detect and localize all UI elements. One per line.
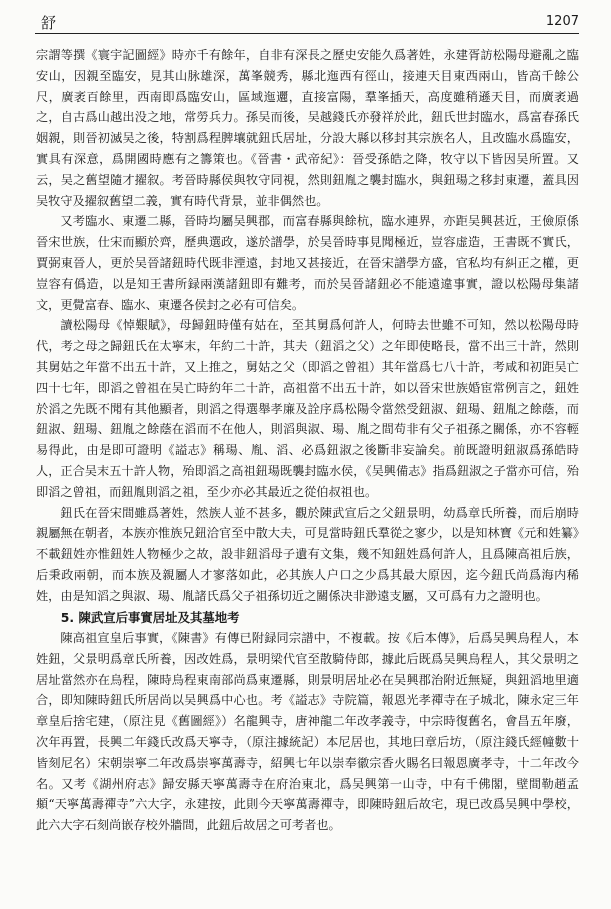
- running-title: 舒: [41, 14, 57, 32]
- paragraph: 讀松陽母《悼艱賦》，母歸鈕時僅有姑在，至其舅爲何許人，何時去世雖不可知，然以松陽母時代，考之母之歸鈕氏在太寧末，年約二十許，其夫（鈕滔之父）之年即使略長，當不出三十許，然則其舅姑之年當不出五十許，又上推之，舅姑之父（即滔之曾祖）其年當爲七八十許，考咸和初距吴亡四十七年，即滔之曾祖在吴亡時約年二十許，高祖當不出五十許，如以晉宋世族婚宦常例言之，鈕姓於滔之先既不聞有其他顯者，則滔之得選舉孝廉及詮序爲松陽令當然受鈕淑、鈕瑒、鈕胤之餘蔭，而鈕淑、鈕瑒、鈕胤之餘蔭在滔而不在他人，則滔與淑、瑒、胤之間苟非有父子祖孫之關係，亦不容輕易得此，由是即可證明《謚志》稱瑒、胤、滔、必爲鈕淑之後斷非妄論矣。前既證明鈕淑爲孫皓時人，正合吴末五十許人物，殆即滔之高祖鈕瑒既襲封臨水侯，《吴興備志》指爲鈕淑之子當亦可信，殆即滔之曾祖，而鈕胤則滔之祖，至少亦必其最近之從伯叔祖也。: [36, 318, 579, 499]
- paragraph: 鈕氏在晉宋間雖爲著姓，然族人並不甚多，觀於陳武宣后之父鈕景明，幼爲章氏所養，而后崩時親屬無在朝者，本族亦惟族兄鈕洽官至中散大夫，可見當時鈕氏羣從之寥少，以是知林寶《元和姓纂》不載鈕姓亦惟鈕姓人物極少之故，設非鈕滔母子遺有文集，幾不知鈕姓爲何許人，且爲陳高祖后族，后秉政兩朝，而本族及親屬人才寥落如此，必其族人户口之少爲其最大原因，迄今鈕氏尚爲海内稀姓，由是知滔之與淑、瑒、胤諸氏爲父子祖孫切近之關係决非渺遠支屬，又可爲有力之證明也。: [36, 505, 579, 603]
- page-number: 1207: [545, 14, 579, 29]
- page-header: [35, 8, 579, 34]
- paragraph: 又考臨水、東遷二縣，晉時均屬吴興郡，而富春縣與餘杭，臨水連界，亦距吴興甚近，王儉原係晉宋世族，仕宋而顯於齊，歷典選政，遂於譜學，於吴晉時事見聞極近，豈容虚造，王書既不實氏，賈弼東晉人，更於吴晉諸鈕時代既非湮遠，封地又甚接近，在晉宋譜學方盛，官私均有糾正之權，更豈容有僞造，以是知王書所録兩漢諸鈕即有難考，而於吴晉諸鈕必不能遠違事實，證以松陽母集諸文，更覺富春、臨水、東遷各侯封之必有可信矣。: [36, 214, 579, 312]
- header-rule: [35, 33, 579, 34]
- document-body: [36, 45, 579, 836]
- section-heading: 5. 陳武宣后事實居址及其墓地考: [60, 609, 240, 625]
- paragraph: 宗謂等撰《寰宇記圖經》時亦千有餘年，自非有深長之歷史安能久爲著姓，永建胥訪松陽母避亂之臨安山，因親至臨安，見其山脉雄深，萬峯競秀，縣北迤西有徑山，接連天目東西兩山，皆高千餘公尺，廣袤百餘里，西南即爲臨安山，區域迤邐，直接富陽，羣峯插天，高度雖稍遜天目，而廣袤過之，自古爲山越出没之地，常勞兵力。孫吴而後，吴越錢氏亦發祥於此，鈕氏世封臨水，爲富春孫氏姻親，則晉初滅吴之後，特割爲程脾壤就鈕氏居址，分設大縣以移封其宗族名人，且改臨水爲臨安，實具有深意，爲開國時應有之籌策也。《晉書・武帝紀》：晉受孫皓之降，牧守以下皆因吴所置。又云，吴之舊望隨才擢叙。考晉時縣侯與牧守同視，然則鈕胤之襲封臨水，與鈕瑒之移封東遷，蓋具因吴牧守及擢叙舊望二義，實有時代背景，並非偶然也。: [36, 48, 579, 208]
- paragraph: 陳高祖宣皇后事實，《陳書》有傳已附録同宗譜中，不複載。按《后本傳》，后爲吴興烏程人，本姓鈕，父景明爲章氏所養，因改姓爲，景明梁代官至散騎侍郎，據此后既爲吴興烏程人，其父景明之居址當然亦在烏程，陳時烏程東南部尚爲東遷縣，則景明居址必在吴興郡治附近無疑，與鈕滔地里適合，即知陳時鈕氏所居尚以吴興爲中心也。考《謚志》寺院篇，報恩光孝禪寺在子城北，陳永定三年章皇后捨宅建，（原注見《舊圖經》）名龍興寺，唐神龍二年改孝義寺，中宗時復舊名，會昌五年廢，次年再置，長興二年錢氏改爲天寧寺，（原注據統記）本尼居也，其地曰章后坊，（原注錢氏經幢數十皆刻尼名）宋朝崇寧二年改爲崇寧萬壽寺，紹興七年以崇奉徽宗香火賜名曰報恩廣孝寺，十二年改今名。又考《湖州府志》歸安縣天寧萬壽寺在府治東北，爲吴興第一山寺，中有千佛閣，壁間勒趙孟頫“天寧萬壽禪寺”六大字，永建按，此則今天寧萬壽禪寺，即陳時鈕后故宅，現已改爲吴興中學校，此六大字石刻尚嵌存校外牆間，此鈕后故居之可考者也。: [36, 631, 579, 833]
